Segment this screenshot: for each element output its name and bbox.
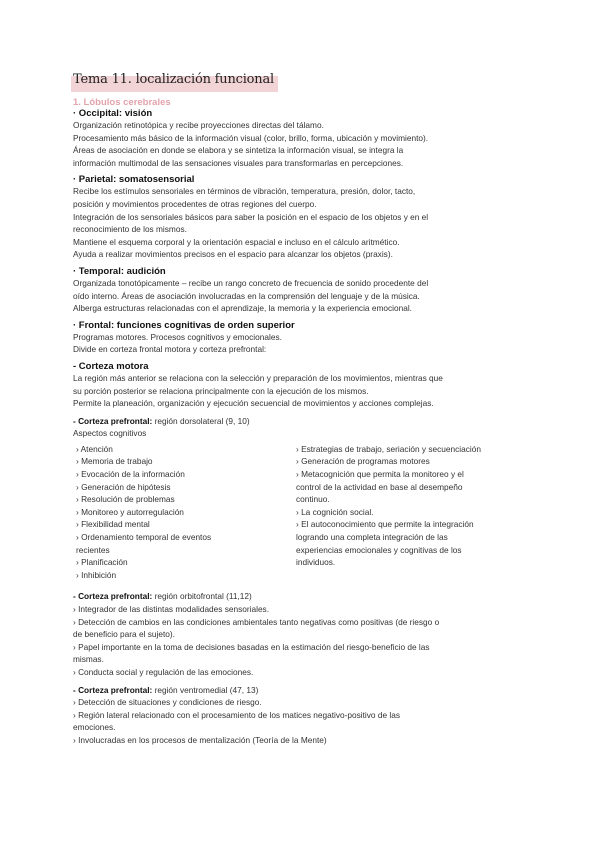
paragraph-line: Procesamiento más básico de la información visual (color, brillo, forma, ubicación y movimiento). (73, 132, 429, 143)
list-item: experiencias emocionales y cognitivas de los (296, 544, 462, 555)
ventromedial-label: - Corteza prefrontal: (73, 684, 153, 695)
paragraph-line: › Detección de cambios en las condiciones ambientales tanto negativas como positivas (de riesgo o (73, 616, 440, 627)
aspects-left-column (73, 443, 296, 582)
paragraph-line: Permite la planeación, organización y ejecución secuencial de movimientos y acciones complejas. (73, 398, 434, 409)
list-item: › Generación de programas motores (296, 456, 430, 467)
paragraph-line: Mantiene el esquema corporal y la orientación espacial e incluso en el cálculo aritmético. (73, 236, 400, 247)
dorsolateral-heading (73, 415, 533, 428)
frontal-heading: · Frontal: funciones cognitivas de orden superior (73, 319, 295, 331)
dorsolateral-region: región dorsolateral (9, 10) (152, 415, 250, 426)
aspects-label: Aspectos cognitivos (73, 428, 147, 439)
paragraph-line: Programas motores. Procesos cognitivos y emocionales. (73, 331, 282, 342)
title-block (73, 72, 274, 87)
list-item: › Inhibición (76, 569, 117, 580)
paragraph-line: información multimodal de las sensaciones visuales para transformarlas en percepciones. (73, 157, 404, 168)
list-item: control de la actividad en base al desempeño (296, 481, 463, 492)
motora-section (73, 361, 533, 410)
orbitofrontal-section (73, 590, 533, 678)
list-item: › Resolución de problemas (76, 494, 175, 505)
ventromedial-section (73, 684, 533, 747)
list-item: recientes (76, 544, 110, 555)
paragraph-line: Alberga estructuras relacionadas con el aprendizaje, la memoria y la experiencia emocional. (73, 303, 412, 314)
paragraph-line: Organizada tonotópicamente – recibe un rango concreto de frecuencia de sonido procedente del (73, 277, 429, 288)
paragraph-line: › Región lateral relacionado con el procesamiento de los matices negativo-positivo de las (73, 709, 400, 720)
ventromedial-heading (73, 684, 533, 697)
paragraph-line: Ayuda a realizar movimientos precisos en el espacio para alcanzar los objetos (praxis). (73, 249, 393, 260)
occipital-heading: · Occipital: visión (73, 108, 153, 119)
list-item: › Memoria de trabajo (76, 456, 153, 467)
list-item: › Estrategias de trabajo, seriación y secuenciación (296, 443, 481, 454)
aspects-right-column (296, 443, 526, 582)
paragraph-line: › Detección de situaciones y condiciones de riesgo. (73, 697, 262, 708)
paragraph-line: › Integrador de las distintas modalidades sensoriales. (73, 604, 270, 614)
paragraph-line: › Conducta social y regulación de las emociones. (73, 666, 254, 677)
occipital-section (73, 108, 533, 169)
list-item: › Monitoreo y autorregulación (76, 506, 184, 517)
list-item: › La cognición social. (296, 506, 374, 517)
paragraph-line: Organización retinotópica y recibe proyecciones directas del tálamo. (73, 120, 324, 130)
paragraph-line: posición y movimientos procedentes de otras regiones del cuerpo. (73, 198, 317, 209)
list-item: individuos. (296, 557, 336, 568)
aspects-columns (73, 443, 533, 582)
paragraph-line: › Papel importante en la toma de decisiones basadas en la estimación del riesgo-beneficio de las (73, 641, 430, 652)
paragraph-line: Recibe los estímulos sensoriales en términos de vibración, temperatura, presión, dolor, tacto, (73, 186, 416, 197)
paragraph-line: mismas. (73, 654, 104, 665)
ventromedial-region: región ventromedial (47, 13) (152, 684, 259, 695)
paragraph-line: Áreas de asociación en donde se elabora y se sintetiza la información visual, se integra la (73, 145, 404, 156)
list-item: continuo. (296, 494, 330, 505)
temporal-heading: · Temporal: audición (73, 265, 166, 277)
paragraph-line: › Involucradas en los procesos de mentalización (Teoría de la Mente) (73, 734, 327, 745)
page-title: Tema 11. localización funcional (73, 72, 274, 87)
section-heading: 1. Lóbulos cerebrales (73, 97, 171, 108)
list-item: › Ordenamiento temporal de eventos (76, 532, 212, 543)
document-page (73, 70, 533, 747)
list-item: › Flexibilidad mental (76, 519, 150, 530)
paragraph-line: su porción posterior se relaciona principalmente con la ejecución de los mismos. (73, 385, 369, 396)
list-item: › Evocación de la información (76, 469, 185, 480)
parietal-section (73, 174, 533, 261)
orbitofrontal-heading (73, 590, 533, 603)
paragraph-line: emociones. (73, 722, 116, 733)
list-item: › Planificación (76, 557, 128, 568)
list-item: › Atención (76, 443, 113, 454)
list-item: › Generación de hipótesis (76, 481, 171, 492)
list-item: › El autoconocimiento que permite la integración (296, 519, 474, 530)
frontal-section (73, 320, 533, 356)
parietal-heading: · Parietal: somatosensorial (73, 174, 195, 186)
paragraph-line: de beneficio para el sujeto). (73, 629, 175, 640)
motora-heading: - Corteza motora (73, 360, 149, 372)
paragraph-line: Integración de los sensoriales básicos para saber la posición en el espacio de los objetos y en el (73, 211, 429, 222)
orbitofrontal-label: - Corteza prefrontal: (73, 591, 153, 602)
paragraph-line: Divide en corteza frontal motora y corteza prefrontal: (73, 344, 267, 355)
list-item: logrando una completa integración de las (296, 532, 448, 543)
dorsolateral-label: - Corteza prefrontal: (73, 415, 153, 426)
paragraph-line: oído interno. Áreas de asociación involucradas en la comprensión del lenguaje y de la música. (73, 290, 420, 301)
dorsolateral-section (73, 415, 533, 582)
orbitofrontal-region: región orbitofrontal (11,12) (152, 591, 252, 602)
paragraph-line: La región más anterior se relaciona con la selección y preparación de los movimientos, mientras que (73, 372, 443, 383)
temporal-section (73, 266, 533, 315)
list-item: › Metacognición que permita la monitoreo y el (296, 469, 464, 480)
paragraph-line: reconocimiento de los mismos. (73, 224, 187, 235)
